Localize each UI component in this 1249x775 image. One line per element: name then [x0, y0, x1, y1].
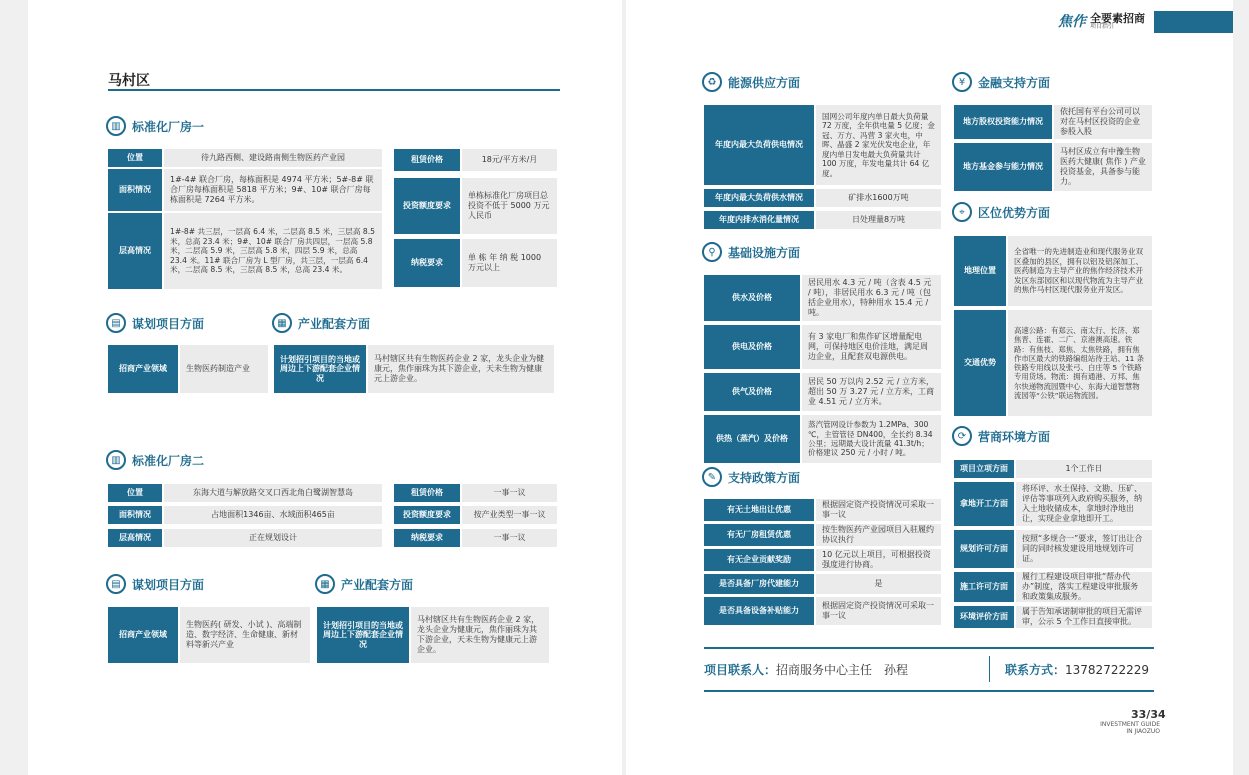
support2-row — [317, 607, 549, 663]
section-plan1 — [106, 313, 204, 333]
cell-label: 是否具备设备补贴能力 — [704, 597, 814, 625]
table-row — [704, 574, 941, 594]
section-infra — [702, 242, 800, 262]
cell-label: 供电及价格 — [704, 325, 800, 369]
cell-label: 位置 — [108, 149, 162, 167]
cell-label: 纳税要求 — [394, 239, 460, 287]
cell-label: 投资额度要求 — [394, 178, 460, 234]
industry-icon: ▦ — [315, 574, 335, 594]
cell-value: 占地面积1346亩、水域面积465亩 — [164, 506, 382, 524]
section-title: 产业配套方面 — [298, 316, 371, 331]
section-title: 营商环境方面 — [978, 429, 1051, 444]
contact-person — [704, 661, 908, 678]
contact-phone-value: 13782722229 — [1065, 663, 1149, 677]
plan1-row — [108, 345, 268, 393]
cell-label: 供热（蒸汽）及价格 — [704, 415, 800, 463]
section-factory2 — [106, 450, 204, 470]
cell-label: 面积情况 — [108, 169, 162, 211]
table-row — [954, 530, 1152, 568]
industry-icon: ▦ — [272, 313, 292, 333]
faucet-icon: ⚲ — [702, 242, 722, 262]
cell-label: 地方基金参与能力情况 — [954, 143, 1052, 191]
table-row — [394, 506, 557, 524]
cell-value: 国网公司年度内单日最大负荷量 72 万度，全年供电量 5 亿度；金冠、万方、冯营 3 家火电，中晖、晶盛 2 家光伏发电企业，年度内单日发电最大负荷量共计 100 万度，年发电量共计 64 亿度。 — [816, 105, 941, 185]
cell-value: 待九路西侧、建设路南侧生物医药产业园 — [164, 149, 382, 167]
cell-value: 马村辖区共有生物医药企业 2 家，龙头企业为健康元，焦作丽珠为其下游企业，天未生物为健康元上游企业。 — [368, 345, 554, 393]
header-subtitle: 项目指引 — [1090, 22, 1115, 30]
cell-value: 单栋标准化厂房项目总投资不低于 5000 万元人民币 — [462, 178, 557, 234]
cell-label: 有无企业贡献奖励 — [704, 549, 814, 571]
table-row — [704, 325, 941, 369]
table-row — [704, 415, 941, 463]
table-row — [108, 484, 382, 502]
cell-label: 年度内最大负荷供水情况 — [704, 189, 814, 207]
table-row — [108, 149, 382, 167]
cell-label: 位置 — [108, 484, 162, 502]
section-title: 基础设施方面 — [728, 245, 801, 260]
section-policy — [702, 467, 800, 487]
cell-label: 地方股权投资能力情况 — [954, 105, 1052, 139]
table-row — [704, 105, 941, 185]
cell-value: 1个工作日 — [1016, 460, 1152, 478]
cell-value: 将环评、水土保持、文勘、压矿、评估等事项列入政府购买服务，纳入土地收储成本，拿地时净地出让，实现企业拿地即开工。 — [1016, 482, 1152, 526]
table-row — [108, 529, 382, 547]
table-row — [954, 105, 1152, 139]
cell-label: 层高情况 — [108, 529, 162, 547]
cell-value: 按生物医药产业园项目入驻履约协议执行 — [816, 524, 941, 546]
cell-value: 按照“多规合一”要求，签订出让合同的同时核发建设用地规划许可证。 — [1016, 530, 1152, 568]
cell-value: 正在规划设计 — [164, 529, 382, 547]
cell-value: 1#-4# 联合厂房，每栋面积是 4974 平方米；5#-8# 联合厂房每栋面积是 5818 平方米；9#、10# 联合厂房每栋面积是 7264 平方米。 — [164, 169, 382, 211]
cell-value: 18元/平方米/月 — [462, 149, 557, 171]
clipboard-icon: ▤ — [106, 313, 126, 333]
district-underline — [108, 89, 560, 91]
table-row — [954, 143, 1152, 191]
table-row — [394, 484, 557, 502]
cell-label: 年度内最大负荷供电情况 — [704, 105, 814, 185]
cell-label: 供水及价格 — [704, 275, 800, 321]
cell-value: 居民用水 4.3 元 / 吨（含表 4.5 元 / 吨），非居民用水 6.3 元 / 吨（包括企业用水），特种用水 15.4 元 / 吨。 — [802, 275, 941, 321]
logo-mark: 焦作 — [1058, 14, 1086, 30]
section-title: 谋划项目方面 — [132, 316, 205, 331]
cell-label: 租赁价格 — [394, 484, 460, 502]
table-row — [954, 482, 1152, 526]
contact-person-value: 招商服务中心主任 孙程 — [776, 663, 909, 677]
table-row — [954, 606, 1152, 628]
cell-value: 居民 50 万以内 2.52 元 / 立方米，超出 50 万 3.27 元 / 立方米，工商业 4.51 元 / 立方米。 — [802, 373, 941, 411]
cell-label: 项目立项方面 — [954, 460, 1014, 478]
cell-value: 马村辖区共有生物医药企业 2 家，龙头企业为健康元，焦作丽珠为其下游企业，天未生物为健康元上游企业。 — [411, 607, 549, 663]
section-title: 支持政策方面 — [728, 470, 801, 485]
section-plan2 — [106, 574, 204, 594]
map-pin-icon: ⌖ — [952, 202, 972, 222]
contact-divider — [989, 656, 990, 682]
cell-label: 供气及价格 — [704, 373, 800, 411]
section-energy — [702, 72, 800, 92]
table-row — [394, 178, 557, 234]
cell-value: 按产业类型一事一议 — [462, 506, 557, 524]
cell-label: 计划招引项目的当地或周边上下游配套企业情况 — [274, 345, 366, 393]
table-row — [704, 211, 941, 229]
cell-value: 蒸汽管网设计参数为 1.2MPa、300 ℃，主管管径 DN400，全长约 8.34 公里；远期最大设计流量 41.3t/h；价格建议 250 元 / 小时 / 吨。 — [802, 415, 941, 463]
contact-phone — [1005, 661, 1149, 678]
cell-value: 依托国有平台公司可以对在马村区投资的企业参股入股 — [1054, 105, 1152, 139]
plan2-row — [108, 607, 310, 663]
cell-label: 有无土地出让优惠 — [704, 499, 814, 521]
support1-row — [274, 345, 554, 393]
clipboard-icon: ▤ — [106, 574, 126, 594]
money-hand-icon: ¥ — [952, 72, 972, 92]
cell-value: 马村区成立有中豫生物医药大健康( 焦作 ) 产业投资基金，具备参与能力。 — [1054, 143, 1152, 191]
table-row — [954, 236, 1152, 306]
section-support2 — [315, 574, 413, 594]
table-row — [704, 189, 941, 207]
factory-icon: ▥ — [106, 116, 126, 136]
cell-label: 租赁价格 — [394, 149, 460, 171]
cell-label: 纳税要求 — [394, 529, 460, 547]
table-row — [394, 149, 557, 171]
cell-label: 面积情况 — [108, 506, 162, 524]
section-title: 谋划项目方面 — [132, 577, 205, 592]
section-title: 能源供应方面 — [728, 75, 801, 90]
cell-value: 东海大道与解放路交叉口西北角白鹭湖智慧岛 — [164, 484, 382, 502]
section-support1 — [272, 313, 370, 333]
cell-value: 生物医药制造产业 — [180, 345, 268, 393]
cell-label: 计划招引项目的当地或周边上下游配套企业情况 — [317, 607, 409, 663]
section-business — [952, 426, 1050, 446]
contact-phone-label: 联系方式： — [1005, 663, 1066, 677]
section-location — [952, 202, 1050, 222]
header-bar — [1154, 11, 1233, 33]
section-title: 标准化厂房一 — [132, 119, 205, 134]
cell-label: 投资额度要求 — [394, 506, 460, 524]
cell-value: 日处理量8万吨 — [816, 211, 941, 229]
table-row — [954, 460, 1152, 478]
section-title: 金融支持方面 — [978, 75, 1051, 90]
right-page — [626, 0, 1233, 775]
table-row — [704, 549, 941, 571]
cell-value: 属于告知承诺制审批的项目无需评审，公示 5 个工作日直接审批。 — [1016, 606, 1152, 628]
section-factory1 — [106, 116, 204, 136]
table-row — [954, 310, 1152, 416]
cell-value: 高速公路：有郑云、南太行、长济、郑焦晋、连霍、二广、京港澳高速。铁路：有焦枝、郑焦、太焦铁路，拥有焦作市区最大的铁路编组站待王站、11 条铁路专用线以及张弓、白庄等 5 个铁路专用货场。物流：拥有通港、万邦、焦尔快递物流园暨中心、东海大道智慧物流园等“公铁”联运物流园。 — [1008, 310, 1152, 416]
recycle-icon: ♻ — [702, 72, 722, 92]
cell-value: 一事一议 — [462, 484, 557, 502]
table-row — [704, 275, 941, 321]
table-row — [704, 524, 941, 546]
contact-line-bottom — [704, 690, 1154, 692]
cell-label: 是否具备厂房代建能力 — [704, 574, 814, 594]
section-title: 标准化厂房二 — [132, 453, 205, 468]
table-row — [108, 169, 382, 211]
cell-label: 规划许可方面 — [954, 530, 1014, 568]
page-number: 33/34 — [1131, 708, 1166, 721]
table-row — [954, 572, 1152, 602]
cell-value: 全省唯一的先进制造业和现代服务业双区叠加的县区，拥有以铝及铝深加工、医药制造为主导产业的焦作经济技术开发区东部园区和以现代物流为主导产业的焦作马村区现代服务业开发区。 — [1008, 236, 1152, 306]
contact-line-top — [704, 647, 1154, 649]
table-row — [704, 373, 941, 411]
cell-value: 矿排水1600万吨 — [816, 189, 941, 207]
table-row — [704, 499, 941, 521]
section-finance — [952, 72, 1050, 92]
table-row — [108, 506, 382, 524]
cell-label: 施工许可方面 — [954, 572, 1014, 602]
cell-value: 根据固定资产投资情况可采取一事一议 — [816, 597, 941, 625]
section-title: 产业配套方面 — [341, 577, 414, 592]
left-page — [28, 0, 622, 775]
contact-person-label: 项目联系人： — [704, 663, 777, 677]
table-row — [108, 213, 382, 289]
cell-label: 拿地开工方面 — [954, 482, 1014, 526]
cell-value: 生物医药( 研发、小试 )、高端制造、数字经济、生命健康、新材料等新兴产业 — [180, 607, 310, 663]
cell-value: 1#-8# 共三层，一层高 6.4 米，二层高 8.5 米，三层高 8.5 米，总高 23.4 米；9#、10# 联合厂房共四层，一层高 5.8 米，二层高 5.9 米，三层高 5.8 米，四层 5.9 米，总高 23.4 米。11# 联合厂房为 L 型厂房，共三层，一层高 6.4 米，二层高 8.5 米，三层高 8.5 米，总高 23.4 米。 — [164, 213, 382, 289]
cell-value: 10 亿元以上项目，可根据投资强度进行协商。 — [816, 549, 941, 571]
section-title: 区位优势方面 — [978, 205, 1051, 220]
table-row — [394, 529, 557, 547]
cell-label: 地理位置 — [954, 236, 1006, 306]
settings-cycle-icon: ⟳ — [952, 426, 972, 446]
factory-icon: ▥ — [106, 450, 126, 470]
cell-label: 招商产业领域 — [108, 607, 178, 663]
cell-label: 环境评价方面 — [954, 606, 1014, 628]
header-logo — [1058, 11, 1145, 31]
cell-value: 单 栋 年 纳 税 1000 万元以上 — [462, 239, 557, 287]
document-icon: ✎ — [702, 467, 722, 487]
factory1-table — [108, 149, 557, 289]
page-note-line1: INVESTMENT GUIDE — [1100, 721, 1160, 728]
table-row — [704, 597, 941, 625]
page-note — [1096, 722, 1160, 735]
cell-label: 年度内排水消化量情况 — [704, 211, 814, 229]
cell-label: 招商产业领域 — [108, 345, 178, 393]
district-title: 马村区 — [108, 73, 150, 89]
cell-label: 有无厂房租赁优惠 — [704, 524, 814, 546]
cell-label: 交通优势 — [954, 310, 1006, 416]
factory2-table — [108, 484, 557, 548]
cell-value: 根据固定资产投资情况可采取一事一议 — [816, 499, 941, 521]
table-row — [394, 239, 557, 287]
cell-label: 层高情况 — [108, 213, 162, 289]
cell-value: 履行工程建设项目审批“帮办代办”制度，落实工程建设审批服务和政策集成服务。 — [1016, 572, 1152, 602]
header-title: 全要素招商 — [1090, 11, 1145, 25]
page-note-line2: IN JIAOZUO — [1126, 727, 1160, 735]
cell-value: 有 3 家电厂和焦作矿区增量配电网，可保持地区电价洼地，满足周边企业，且配套双电源供电。 — [802, 325, 941, 369]
cell-value: 一事一议 — [462, 529, 557, 547]
cell-value: 是 — [816, 574, 941, 594]
